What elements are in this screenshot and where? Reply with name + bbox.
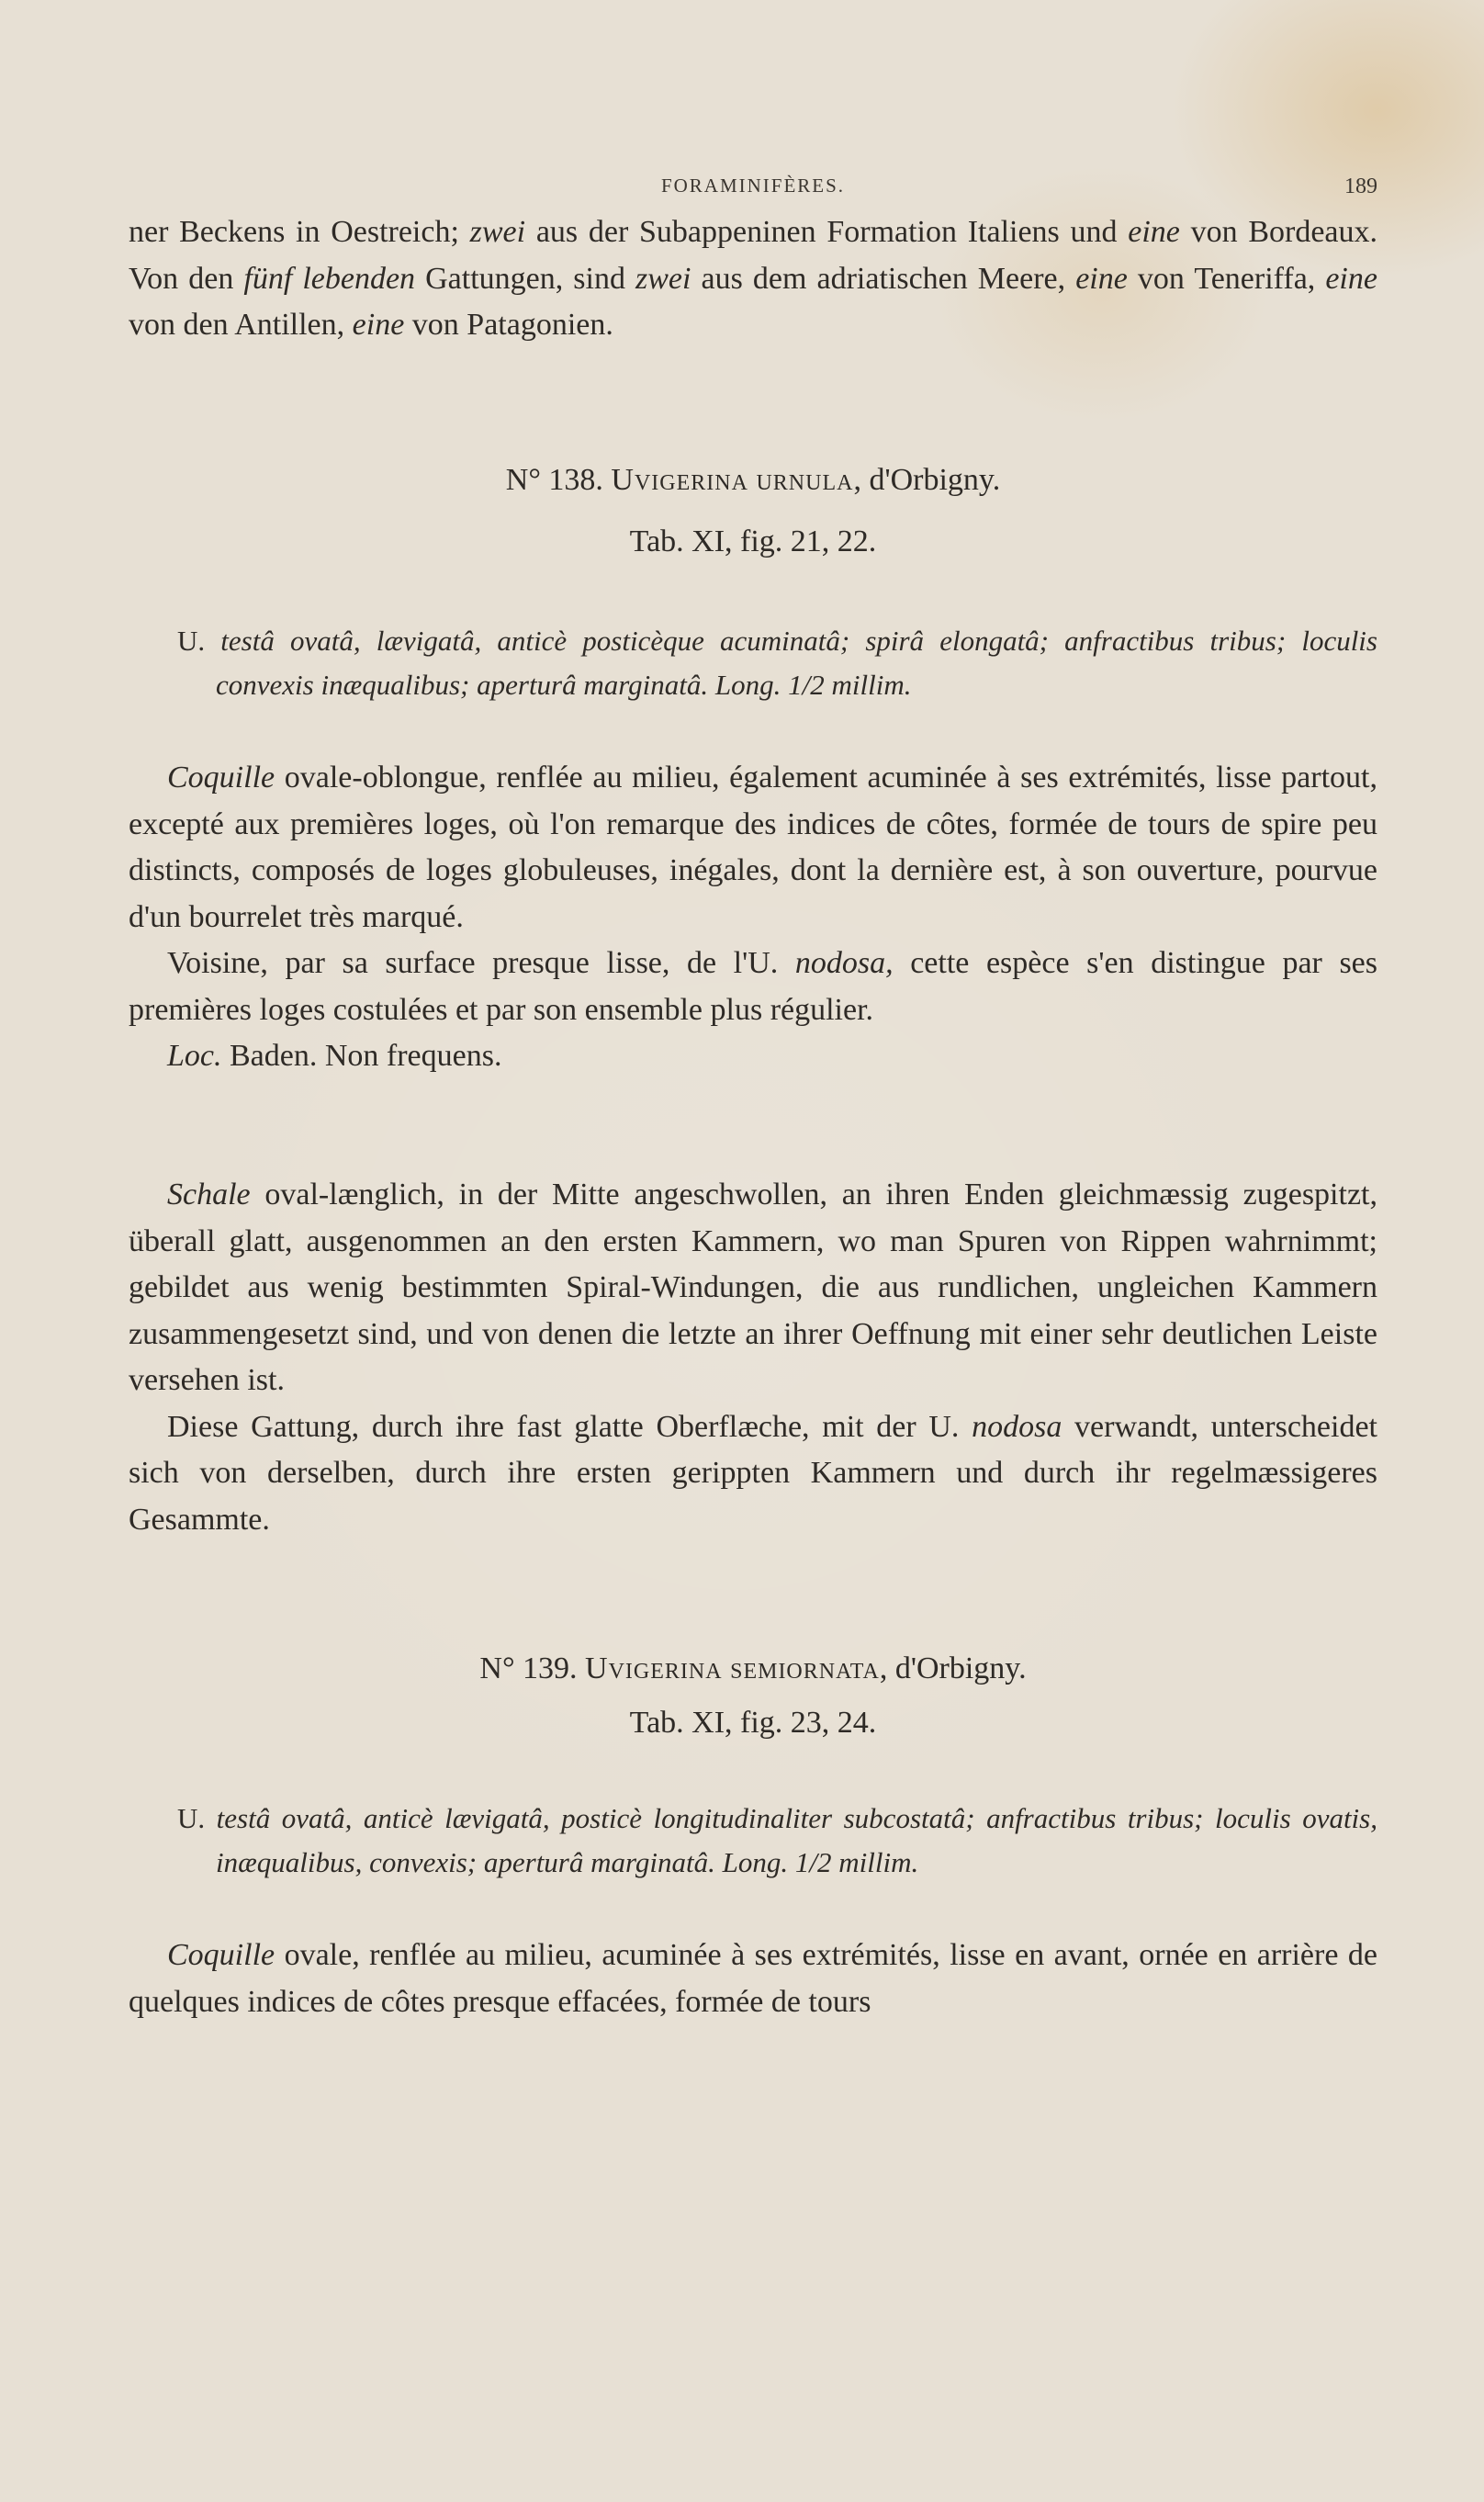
species-title: N° 139. Uvigerina semiornata, d'Orbigny. bbox=[479, 1651, 1027, 1685]
french-paragraph: Coquille ovale, renflée au milieu, acuminée à ses extrémités, lisse en avant, ornée en arrière de quelques indices de côtes presque effacées, formée de tours bbox=[129, 1938, 1377, 2019]
species-139-french-description bbox=[129, 1933, 1377, 2025]
page-number: 189 bbox=[1344, 175, 1377, 198]
species-138-french-description bbox=[129, 755, 1377, 1080]
species-title: N° 138. Uvigerina urnula, d'Orbigny. bbox=[505, 463, 1001, 497]
species-139-heading bbox=[129, 1646, 1377, 1746]
plate-reference: Tab. XI, fig. 23, 24. bbox=[629, 1706, 877, 1740]
latin-diagnosis: U. testâ ovatâ, lævigatâ, anticè posticèque acuminatâ; spirâ elongatâ; anfractibus tribus; loculis convexis inæqualibus; aperturâ marginatâ. Long. 1/2 millim. bbox=[177, 625, 1377, 701]
species-138-german-description bbox=[129, 1172, 1377, 1543]
german-comparison: Diese Gattung, durch ihre fast glatte Oberflæche, mit der U. nodosa verwandt, unterscheidet sich von derselben, durch ihre ersten gerippten Kammern und durch ihr regelmæssigeres Gesammte. bbox=[129, 1409, 1377, 1537]
plate-reference: Tab. XI, fig. 21, 22. bbox=[629, 524, 877, 558]
locality: Loc. Baden. Non frequens. bbox=[167, 1039, 502, 1073]
intro-paragraph-block bbox=[129, 209, 1377, 349]
latin-diagnosis: U. testâ ovatâ, anticè lævigatâ, posticè longitudinaliter subcostatâ; anfractibus tribus; loculis ovatis, inæqualibus, convexis; aperturâ marginatâ. Long. 1/2 millim. bbox=[177, 1802, 1377, 1878]
french-comparison: Voisine, par sa surface presque lisse, de l'U. nodosa, cette espèce s'en distingue par ses premières loges costulées et par son ensemble plus régulier. bbox=[129, 946, 1377, 1027]
intro-paragraph: ner Beckens in Oestreich; zwei aus der Subappeninen Formation Italiens und eine von Bordeaux. Von den fünf lebenden Gattungen, sind zwei aus dem adriatischen Meere, eine von Teneriffa, eine von den Antillen, eine von Patagonien. bbox=[129, 215, 1377, 342]
species-138-latin-diagnosis bbox=[129, 619, 1377, 707]
species-138-heading bbox=[129, 457, 1377, 565]
running-head bbox=[129, 175, 1377, 202]
species-139-latin-diagnosis bbox=[129, 1797, 1377, 1885]
french-paragraph: Coquille ovale-oblongue, renflée au milieu, également acuminée à ses extrémités, lisse partout, excepté aux premières loges, où l'on remarque des indices de côtes, formée de tours de spire peu distincts, composés de loges globuleuses, inégales, dont la dernière est, à son ouverture, pourvue d'un bourrelet très marqué. bbox=[129, 761, 1377, 934]
running-title: FORAMINIFÈRES. bbox=[660, 175, 846, 197]
german-paragraph: Schale oval-længlich, in der Mitte angeschwollen, an ihren Enden gleichmæssig zugespitzt, überall glatt, ausgenommen an den ersten Kammern, wo man Spuren von Rippen wahrnimmt; gebildet aus wenig bestimmten Spiral-Windungen, die aus rundlichen, ungleichen Kammern zusammengesetzt sind, und von denen die letzte an ihrer Oeffnung mit einer sehr deutlichen Leiste versehen ist. bbox=[129, 1178, 1377, 1397]
